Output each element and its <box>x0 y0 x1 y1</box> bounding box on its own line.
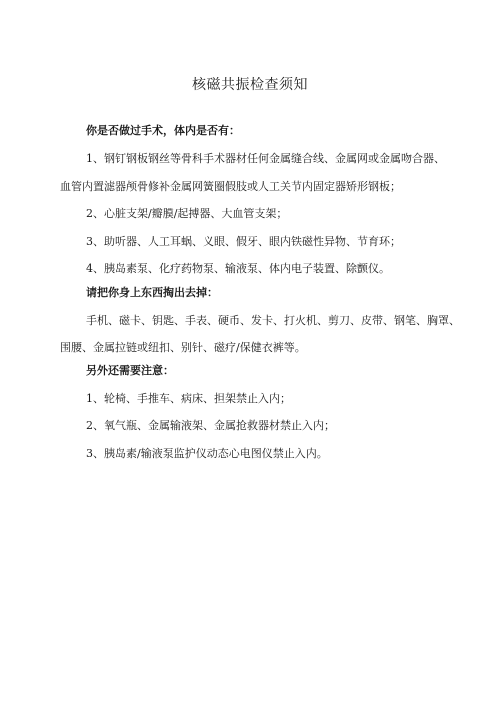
notes-item-2: 2、氧气瓶、金属输液架、金属抢救器材禁止入内； <box>86 419 335 432</box>
surgery-item-1b: 血管内置滤器颅骨修补金属网簧圈假肢或人工关节内固定器矫形钢板； <box>60 180 401 193</box>
notes-item-1: 1、轮椅、手推车、病床、担架禁止入内； <box>86 392 291 405</box>
notes-item-3: 3、胰岛素/输液泵监护仪动态心电图仪禁止入内。 <box>86 447 328 460</box>
remove-items-line-1: 手机、磁卡、钥匙、手表、硬币、发卡、打火机、剪刀、皮带、钢笔、胸罩、 <box>86 314 460 327</box>
remove-items-line-2: 围腰、金属拉链或纽扣、别针、磁疗/保健衣裤等。 <box>60 341 306 354</box>
section-heading-remove-items: 请把你身上东西掏出去掉： <box>86 286 218 299</box>
surgery-item-4: 4、胰岛素泵、化疗药物泵、输液泵、体内电子装置、除颤仪。 <box>86 262 390 275</box>
surgery-item-1a: 1、钢钉钢板钢丝等骨科手术器材任何金属缝合线、金属网或金属吻合器、 <box>86 152 445 165</box>
section-heading-surgery: 你是否做过手术，体内是否有： <box>86 124 240 137</box>
document-title: 核磁共振检查须知 <box>192 77 308 93</box>
surgery-item-3: 3、助听器、人工耳蜗、义眼、假牙、眼内铁磁性异物、节育环； <box>86 235 401 248</box>
section-heading-notes: 另外还需要注意： <box>86 364 174 377</box>
surgery-item-2: 2、心脏支架/瓣膜/起搏器、大血管支架； <box>86 207 288 220</box>
